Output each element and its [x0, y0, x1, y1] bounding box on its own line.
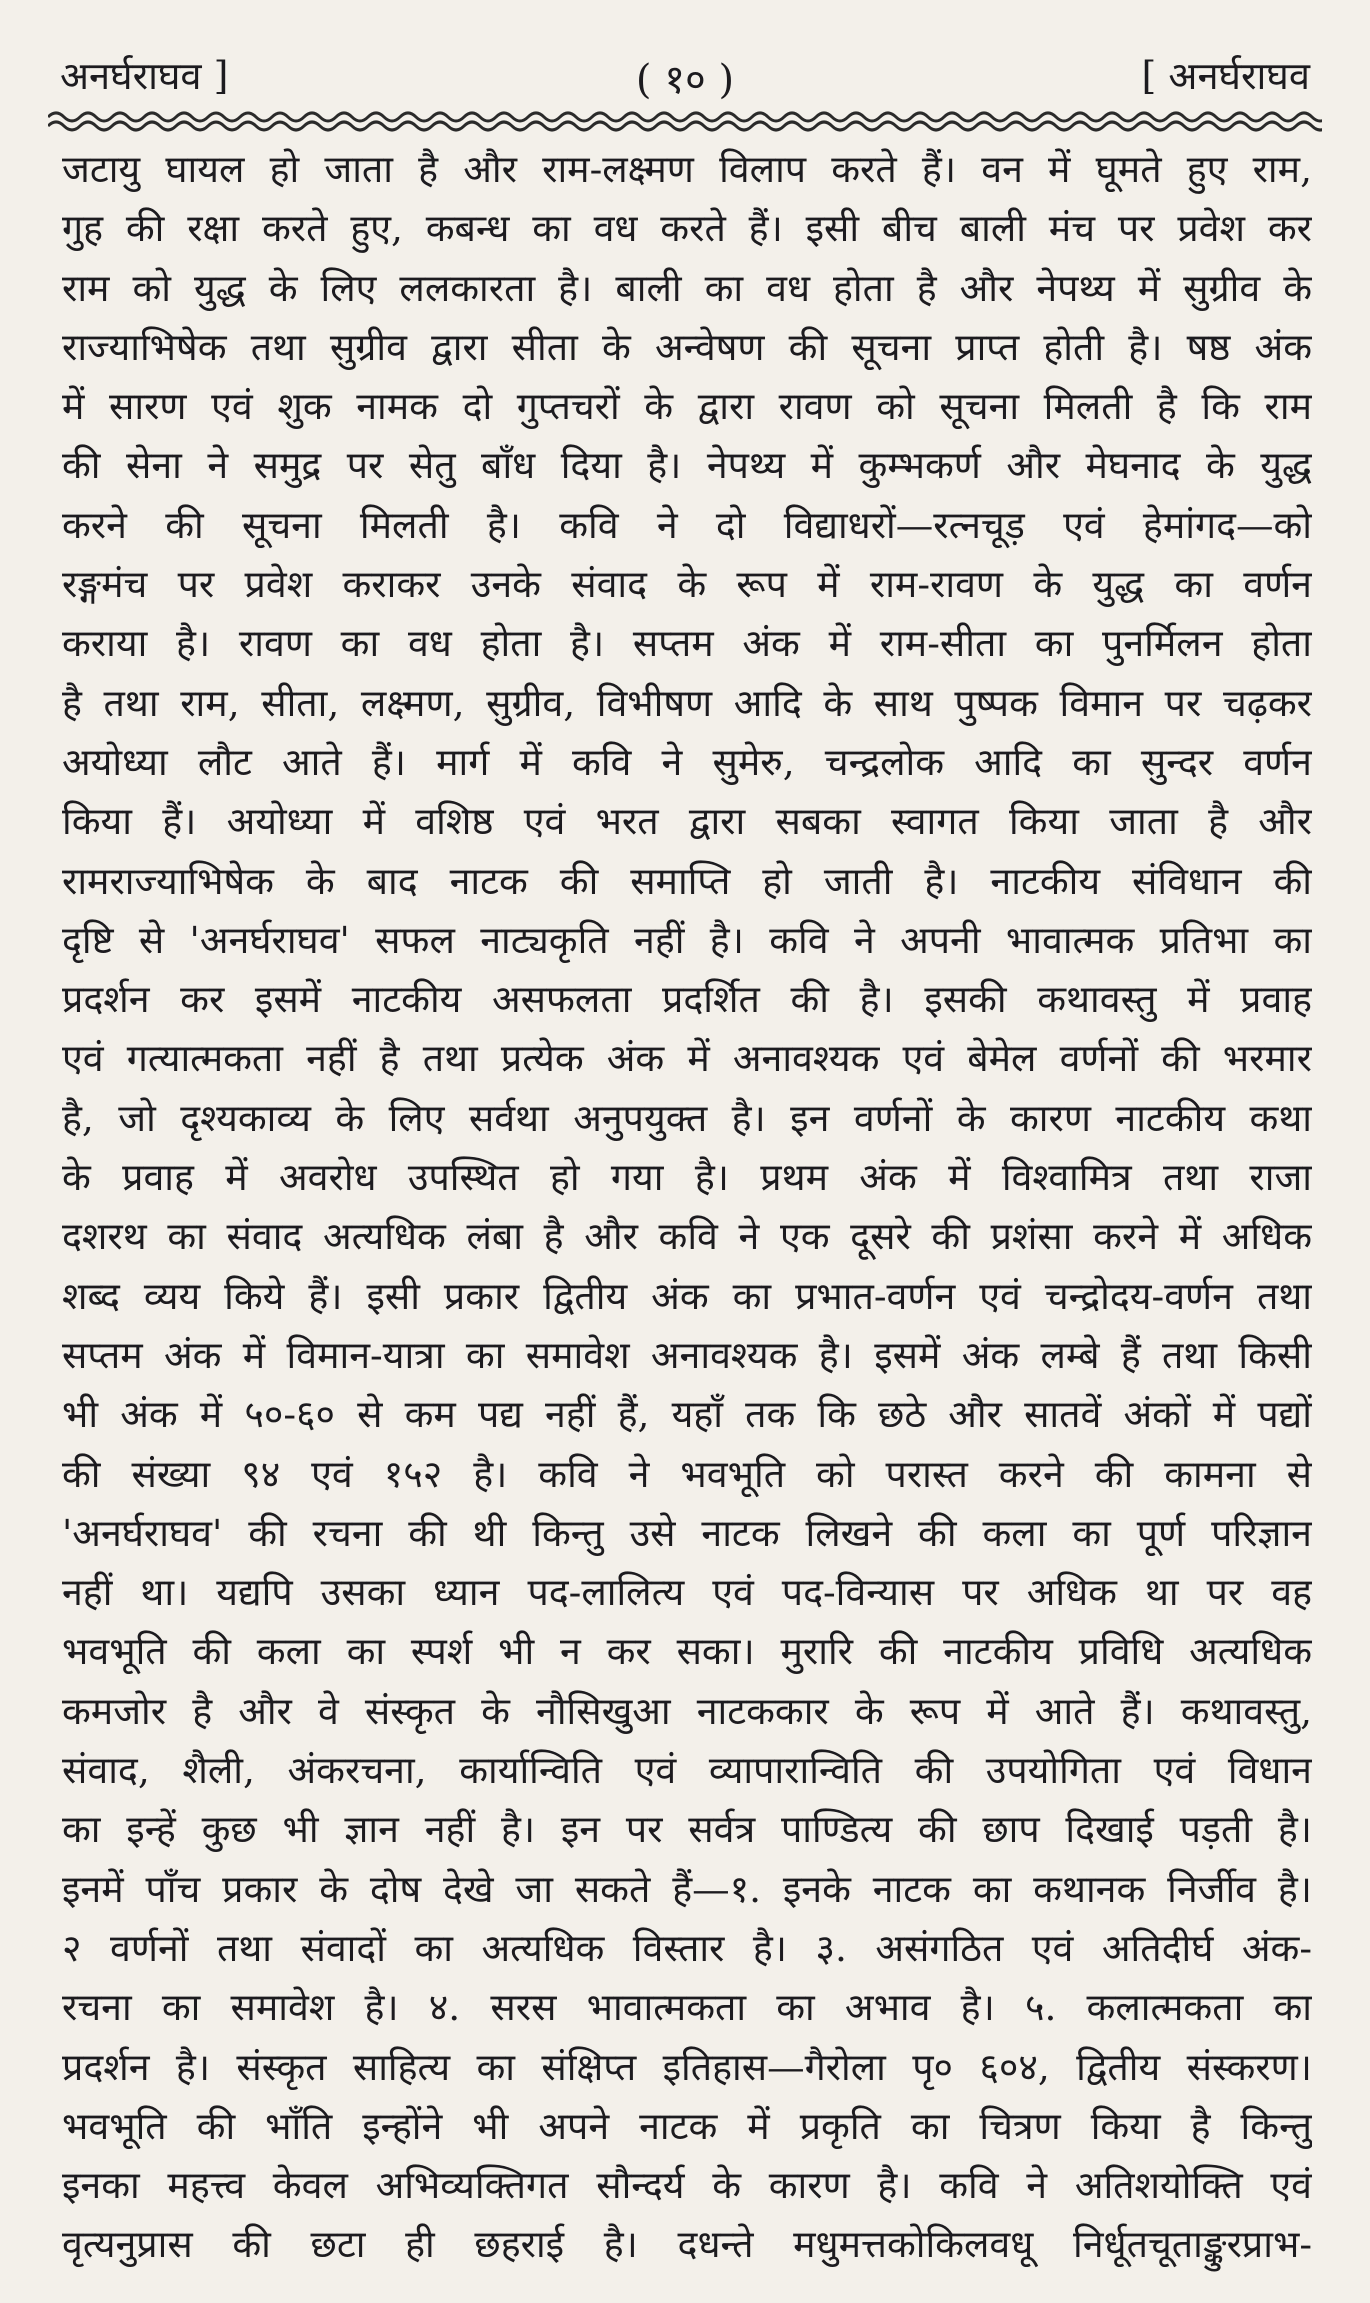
- header-right-title: [ अनर्घराघव: [1141, 54, 1310, 98]
- text-line: में सारण एवं शुक नामक दो गुप्तचरों के द्वारा रावण को सूचना मिलती है कि राम: [62, 384, 1312, 429]
- text-line: का इन्हें कुछ भी ज्ञान नहीं है। इन पर सर्वत्र पाण्डित्य की छाप दिखाई पड़ती है।: [62, 1807, 1312, 1852]
- text-line: इनका महत्त्व केवल अभिव्यक्तिगत सौन्दर्य के कारण है। कवि ने अतिशयोक्ति एवं: [62, 2163, 1312, 2208]
- text-line: रचना का समावेश है। ४. सरस भावात्मकता का अभाव है। ५. कलात्मकता का: [62, 1985, 1312, 2030]
- text-line: प्रदर्शन कर इसमें नाटकीय असफलता प्रदर्शित की है। इसकी कथावस्तु में प्रवाह: [62, 977, 1312, 1022]
- running-header: [60, 40, 1310, 110]
- text-line: दशरथ का संवाद अत्यधिक लंबा है और कवि ने एक दूसरे की प्रशंसा करने में अधिक: [62, 1214, 1312, 1259]
- text-line: कराया है। रावण का वध होता है। सप्तम अंक में राम-सीता का पुनर्मिलन होता: [62, 621, 1312, 666]
- text-line: की सेना ने समुद्र पर सेतु बाँध दिया है। नेपथ्य में कुम्भकर्ण और मेघनाद के युद्ध: [62, 443, 1312, 488]
- text-line: के प्रवाह में अवरोध उपस्थित हो गया है। प्रथम अंक में विश्वामित्र तथा राजा: [62, 1155, 1312, 1200]
- text-line: २ वर्णनों तथा संवादों का अत्यधिक विस्तार है। ३. असंगठित एवं अतिदीर्घ अंक-: [62, 1925, 1312, 1970]
- text-line: कमजोर है और वे संस्कृत के नौसिखुआ नाटककार के रूप में आते हैं। कथावस्तु,: [62, 1688, 1312, 1733]
- text-line: भवभूति की कला का स्पर्श भी न कर सका। मुरारि की नाटकीय प्रविधि अत्यधिक: [62, 1629, 1312, 1674]
- text-line: है, जो दृश्यकाव्य के लिए सर्वथा अनुपयुक्त है। इन वर्णनों के कारण नाटकीय कथा: [62, 1095, 1312, 1140]
- text-line: की संख्या ९४ एवं १५२ है। कवि ने भवभूति को परास्त करने की कामना से: [62, 1451, 1312, 1496]
- page-number: ( १० ): [635, 57, 735, 103]
- header-left-title: अनर्घराघव ]: [60, 54, 229, 98]
- text-line: एवं गत्यात्मकता नहीं है तथा प्रत्येक अंक में अनावश्यक एवं बेमेल वर्णनों की भरमार: [62, 1036, 1312, 1081]
- decorative-wavy-rule: [48, 108, 1322, 134]
- text-line: है तथा राम, सीता, लक्ष्मण, सुग्रीव, विभीषण आदि के साथ पुष्पक विमान पर चढ़कर: [62, 680, 1312, 725]
- text-line: अयोध्या लौट आते हैं। मार्ग में कवि ने सुमेरु, चन्द्रलोक आदि का सुन्दर वर्णन: [62, 739, 1312, 784]
- text-line: राज्याभिषेक तथा सुग्रीव द्वारा सीता के अन्वेषण की सूचना प्राप्त होती है। षष्ठ अंक: [62, 324, 1312, 369]
- text-line: भी अंक में ५०-६० से कम पद्य नहीं हैं, यहाँ तक कि छठे और सातवें अंकों में पद्यों: [62, 1392, 1312, 1437]
- text-line: इनमें पाँच प्रकार के दोष देखे जा सकते हैं—१. इनके नाटक का कथानक निर्जीव है।: [62, 1866, 1312, 1911]
- text-line: रङ्गमंच पर प्रवेश कराकर उनके संवाद के रूप में राम-रावण के युद्ध का वर्णन: [62, 562, 1312, 607]
- text-line: शब्द व्यय किये हैं। इसी प्रकार द्वितीय अंक का प्रभात-वर्णन एवं चन्द्रोदय-वर्णन तथा: [62, 1273, 1312, 1318]
- text-line: गुह की रक्षा करते हुए, कबन्ध का वध करते हैं। इसी बीच बाली मंच पर प्रवेश कर: [62, 206, 1312, 251]
- text-line: नहीं था। यद्यपि उसका ध्यान पद-लालित्य एवं पद-विन्यास पर अधिक था पर वह: [62, 1570, 1312, 1615]
- text-line: प्रदर्शन है। संस्कृत साहित्य का संक्षिप्त इतिहास—गैरोला पृ० ६०४, द्वितीय संस्करण।: [62, 2044, 1312, 2089]
- body-text: [62, 140, 1312, 2275]
- text-line: दृष्टि से 'अनर्घराघव' सफल नाट्यकृति नहीं है। कवि ने अपनी भावात्मक प्रतिभा का: [62, 917, 1312, 962]
- text-line: संवाद, शैली, अंकरचना, कार्यान्विति एवं व्यापारान्विति की उपयोगिता एवं विधान: [62, 1748, 1312, 1793]
- text-line: रामराज्याभिषेक के बाद नाटक की समाप्ति हो जाती है। नाटकीय संविधान की: [62, 858, 1312, 903]
- text-line: किया हैं। अयोध्या में वशिष्ठ एवं भरत द्वारा सबका स्वागत किया जाता है और: [62, 799, 1312, 844]
- text-line: 'अनर्घराघव' की रचना की थी किन्तु उसे नाटक लिखने की कला का पूर्ण परिज्ञान: [62, 1510, 1312, 1555]
- text-line: भवभूति की भाँति इन्होंने भी अपने नाटक में प्रकृति का चित्रण किया है किन्तु: [62, 2103, 1312, 2148]
- text-line: वृत्यनुप्रास की छटा ही छहराई है। दधन्ते मधुमत्तकोकिलवधू निर्धूतचूताङ्कुरप्राभ-: [62, 2222, 1312, 2267]
- text-line: करने की सूचना मिलती है। कवि ने दो विद्याधरों—रत्नचूड़ एवं हेमांगद—को: [62, 502, 1312, 547]
- text-line: जटायु घायल हो जाता है और राम-लक्ष्मण विलाप करते हैं। वन में घूमते हुए राम,: [62, 147, 1312, 191]
- text-line: राम को युद्ध के लिए ललकारता है। बाली का वध होता है और नेपथ्य में सुग्रीव के: [62, 265, 1312, 310]
- text-line: सप्तम अंक में विमान-यात्रा का समावेश अनावश्यक है। इसमें अंक लम्बे हैं तथा किसी: [62, 1332, 1312, 1377]
